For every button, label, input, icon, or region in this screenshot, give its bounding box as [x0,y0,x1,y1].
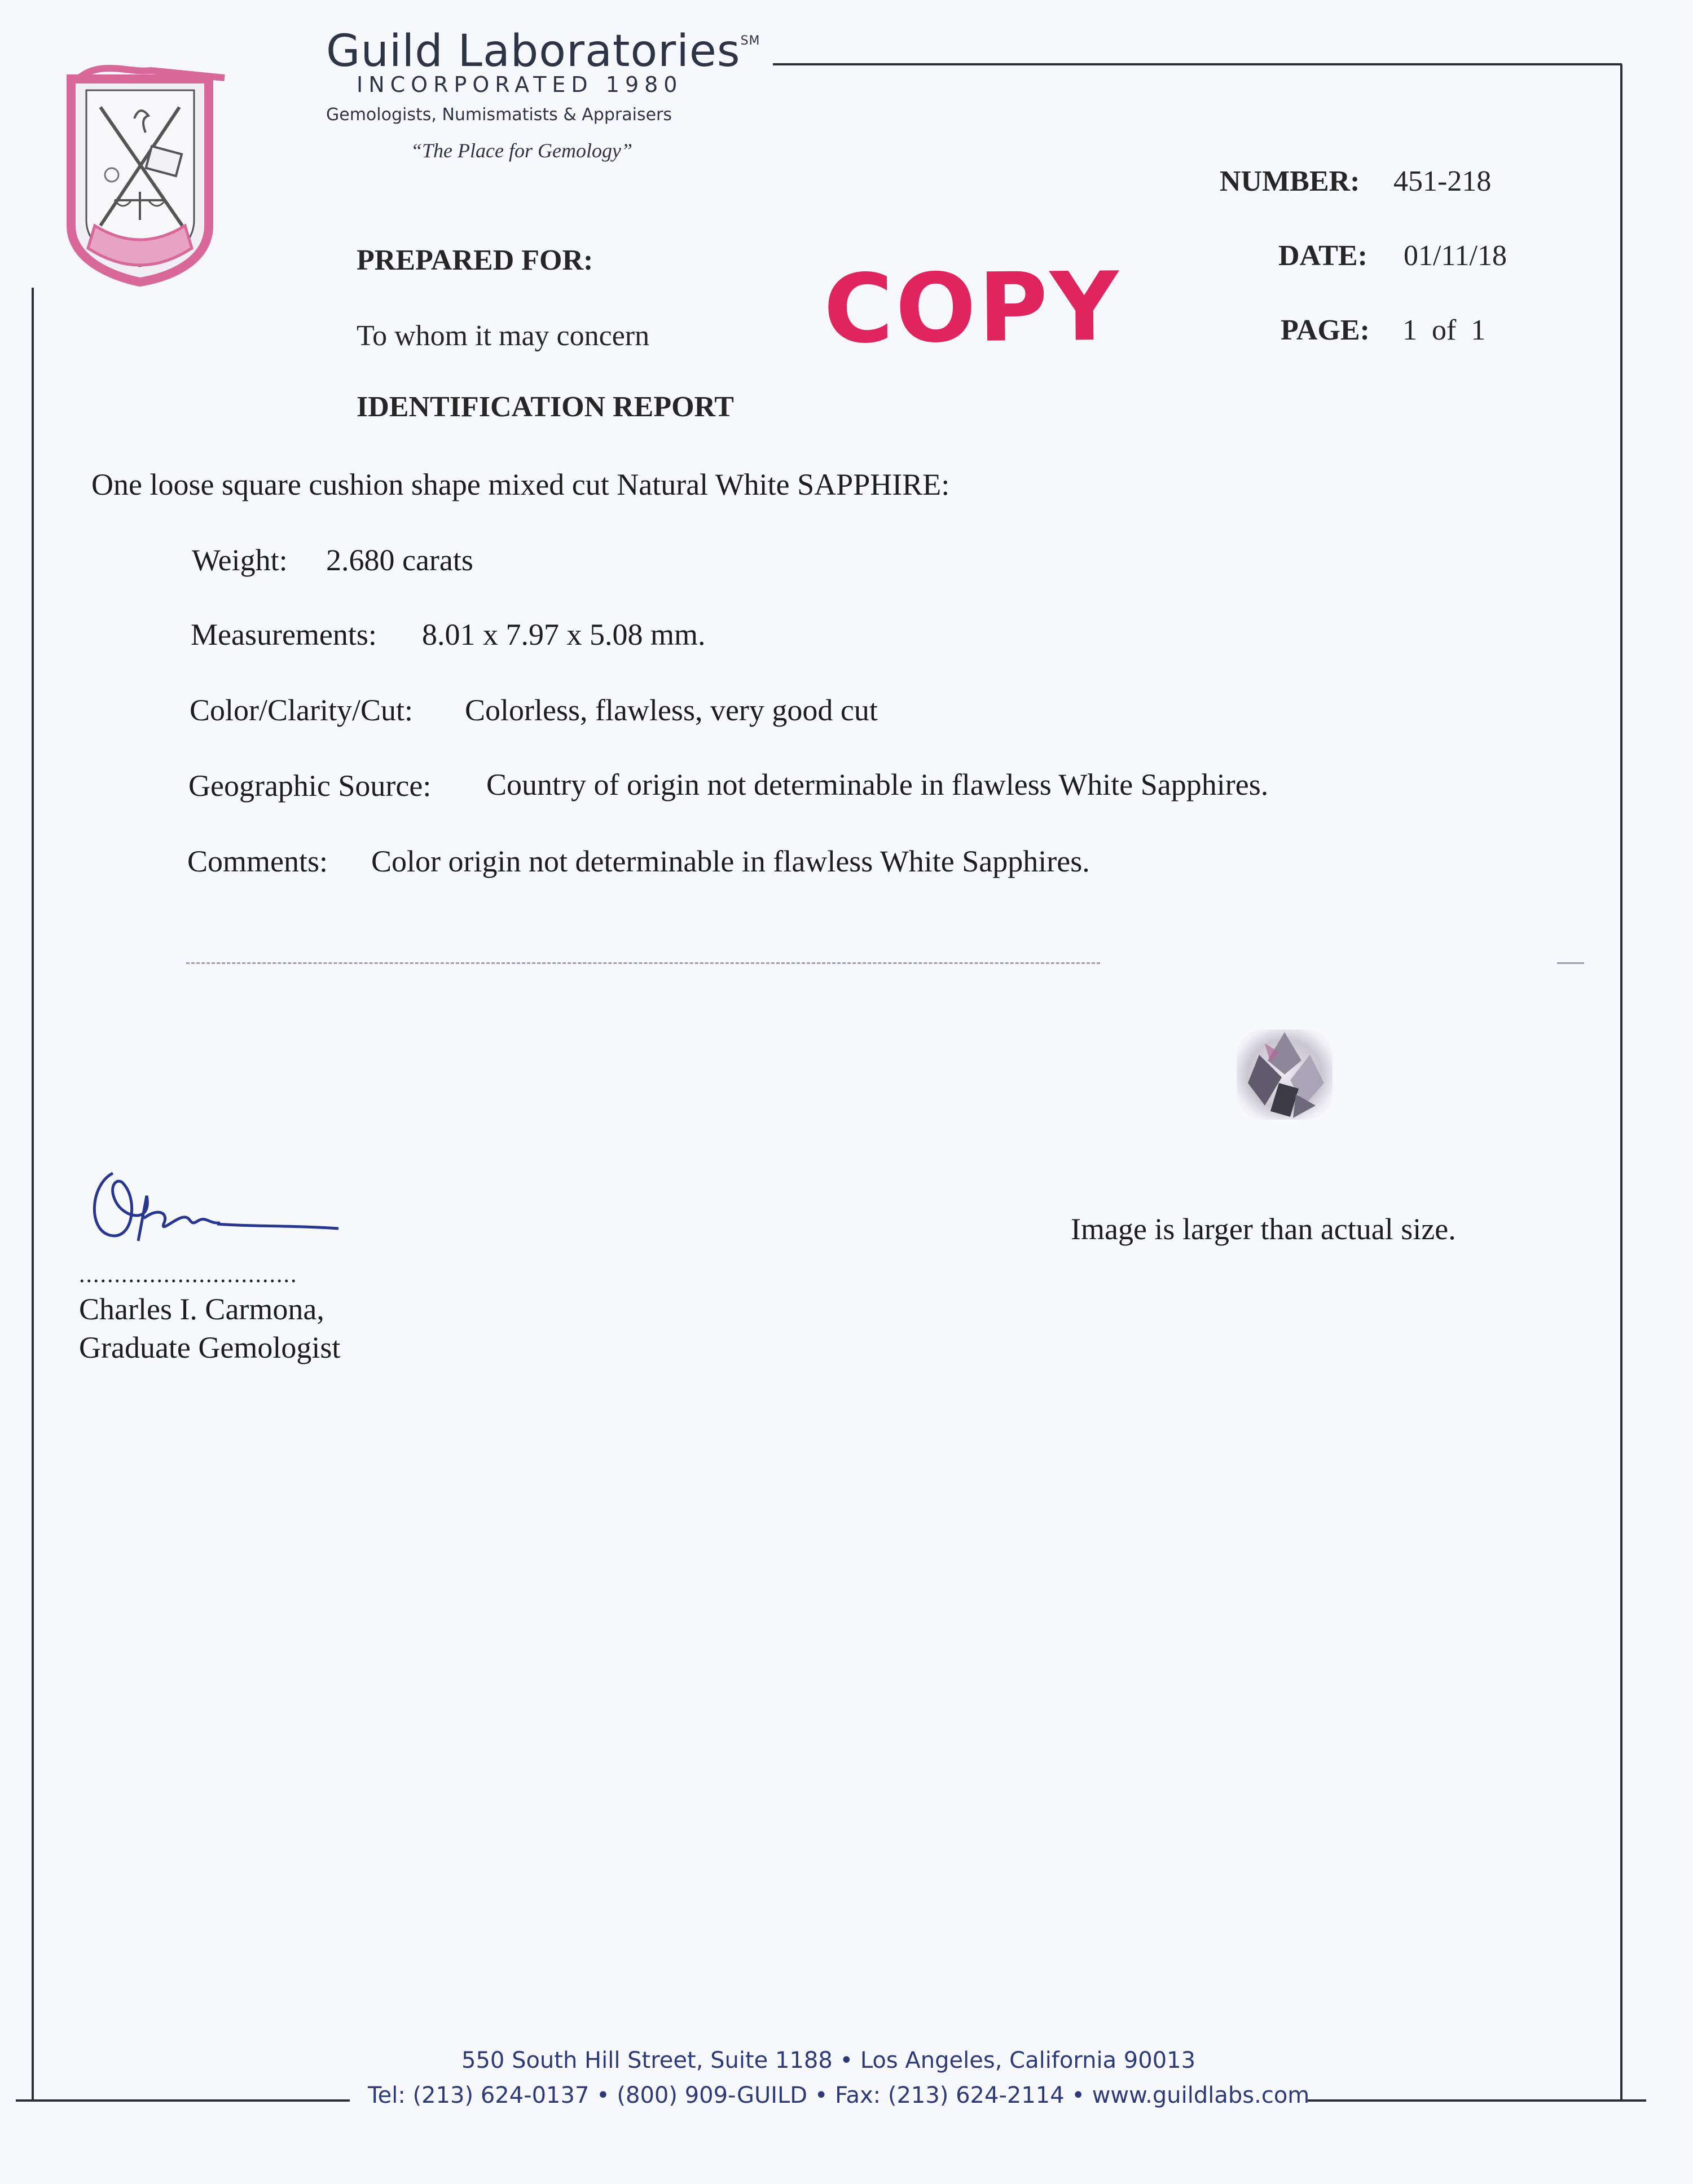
color-clarity-cut-value: Colorless, flawless, very good cut [465,693,878,727]
frame-top-line [773,63,1622,65]
weight-label: Weight: [192,543,288,577]
footer-address: 550 South Hill Street, Suite 1188 • Los Angeles, California 90013 [461,2047,1196,2073]
prepared-for-label: PREPARED FOR: [357,244,593,276]
frame-bottom-left-line [16,2099,350,2102]
prepared-for-recipient: To whom it may concern [357,320,650,352]
page-label: PAGE: [1281,314,1370,346]
measurements-label: Measurements: [191,618,377,651]
date-value: 01/11/18 [1404,240,1507,272]
geographic-source-value: Country of origin not determinable in flawless White Sapphires. [486,768,1269,802]
comments-label: Comments: [187,844,328,878]
service-mark: SM [740,34,760,48]
frame-right-line [1620,63,1622,2099]
copy-stamp: COPY [823,251,1122,365]
image-caption: Image is larger than actual size. [1071,1212,1456,1246]
measurements-value: 8.01 x 7.97 x 5.08 mm. [422,618,706,651]
weight-value: 2.680 carats [326,543,473,577]
geographic-source-label: Geographic Source: [188,769,432,803]
company-subtitle: Gemologists, Numismatists & Appraisers [326,105,672,125]
number-value: 451-218 [1393,165,1492,197]
signature [85,1151,350,1252]
gemstone-image [1225,1021,1344,1128]
signature-line: ............................... [79,1262,298,1288]
date-label: DATE: [1278,240,1367,272]
company-name [326,26,760,77]
number-label: NUMBER: [1220,165,1360,197]
signatory-name: Charles I. Carmona, [79,1292,324,1326]
stone-description: One loose square cushion shape mixed cut Natural White SAPPHIRE: [91,468,950,501]
page-value: 1 of 1 [1402,314,1486,346]
comments-value: Color origin not determinable in flawless White Sapphires. [371,844,1090,878]
frame-left-line [32,288,34,2099]
divider-line [186,962,1100,964]
report-title: IDENTIFICATION REPORT [357,391,734,423]
company-motto: “The Place for Gemology” [411,139,632,162]
color-clarity-cut-label: Color/Clarity/Cut: [190,693,414,727]
crest-logo [61,56,230,293]
signatory-title: Graduate Gemologist [79,1331,341,1364]
footer-contact: Tel: (213) 624-0137 • (800) 909-GUILD • Fax: (213) 624-2114 • www.guildlabs.com [368,2082,1310,2108]
frame-bottom-right-line [1308,2099,1646,2102]
incorporated-line: INCORPORATED 1980 [357,72,683,97]
company-name-text: Guild Laboratories [326,26,741,77]
divider-line-end [1557,962,1584,964]
